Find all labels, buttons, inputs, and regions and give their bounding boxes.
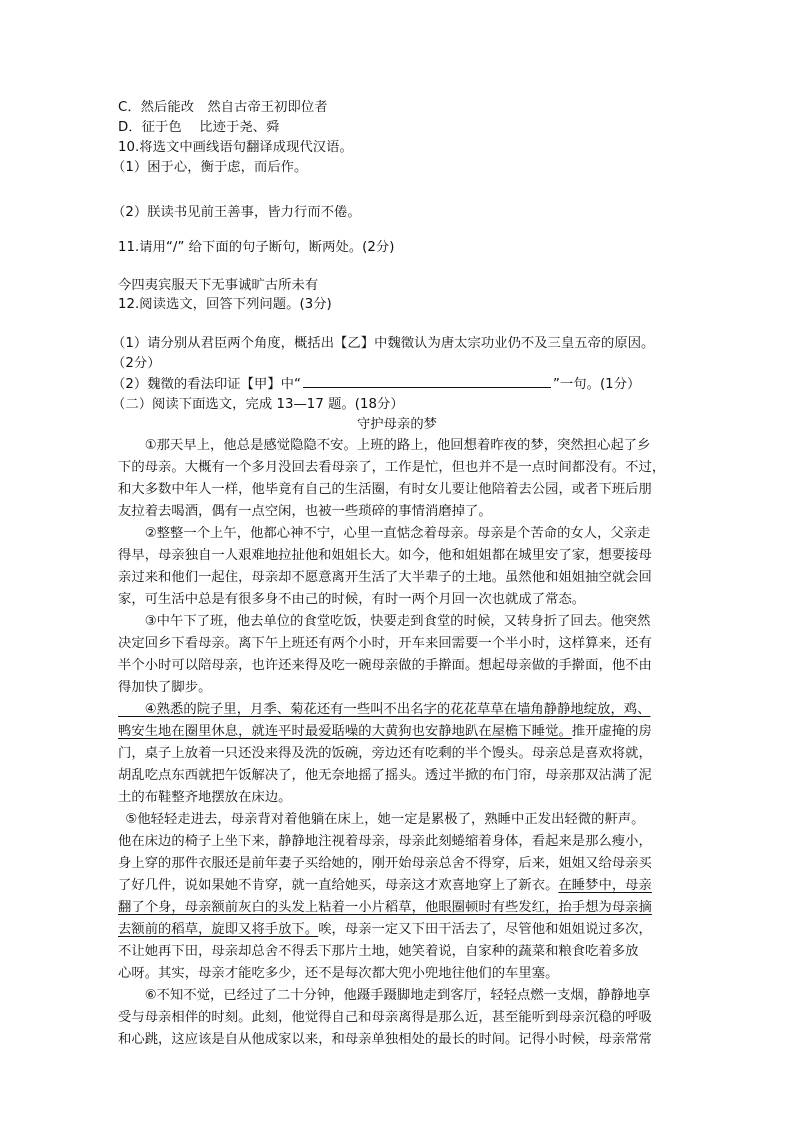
passage-line: ③中午下了班，他去单位的食堂吃饭，快要走到食堂的时候，又转身折了回去。他突然 xyxy=(118,614,651,629)
q12-sub2-before: （2）魏徵的看法印证【甲】中“ xyxy=(112,377,301,392)
passage-line: 得加快了脚步。 xyxy=(118,680,212,695)
passage-line-mixed xyxy=(118,722,652,742)
q12-sub1-line2: （2分） xyxy=(112,356,161,371)
passage-line: 土的布鞋整齐地摆放在床边。 xyxy=(118,790,292,805)
passage-underlined-segment: 去额前的稻草，旋即又将手放下。 xyxy=(118,922,319,937)
passage-line: ①那天早上，他总是感觉隐隐不安。上班的路上，他回想着昨夜的梦，突然担心起了乡 xyxy=(118,438,651,453)
passage-line-mixed xyxy=(118,920,652,940)
passage-underlined-segment: 在睡梦中，母亲 xyxy=(558,878,652,893)
q12-stem: 12.阅读选文，回答下列问题。(3分) xyxy=(118,297,332,312)
passage-underlined-segment: 鸭安生地在圈里休息，就连平时最爱聒噪的大黄狗也安静地趴在屋檐下睡觉。 xyxy=(118,724,572,739)
passage-title: 守护母亲的梦 xyxy=(356,417,438,432)
passage-line: 心呀。其实，母亲才能吃多少，还不是每次都大兜小兜地往他们的车里塞。 xyxy=(118,966,559,981)
q10-sub1: （1）困于心，衡于虑，而后作。 xyxy=(112,160,308,175)
passage-line: ⑤他轻轻走进去，母亲背对着他躺在床上，她一定是累极了，熟睡中正发出轻微的鼾声。 xyxy=(112,812,645,827)
passage-line: 胡乱吃点东西就把午饭解决了，他无奈地摇了摇头。透过半掀的布门帘，母亲那双沾满了泥 xyxy=(118,768,652,783)
passage-line: 得早，母亲独自一人艰难地拉扯他和姐姐长大。如今，他和姐姐都在城里安了家，想要接母 xyxy=(118,548,652,563)
passage-line: 家，可生活中总是有很多身不由己的时候，有时一两个月回一次也就成了常态。 xyxy=(118,592,586,607)
q12-sub1-line1: （1）请分别从君臣两个角度，概括出【乙】中魏徵认为唐太宗功业仍不及三皇五帝的原因。 xyxy=(112,336,655,351)
passage-plain-segment: 了好几件，说如果她不肯穿，就一直给她买，母亲这才欢喜地穿上了新衣。 xyxy=(118,878,559,893)
passage-line-mixed xyxy=(118,876,652,896)
passage-line: ②整整一个上午，他都心神不宁，心里一直惦念着母亲。母亲是个苦命的女人，父亲走 xyxy=(118,526,651,541)
answer-blank[interactable] xyxy=(303,375,551,388)
passage-line: 半个小时可以陪母亲，也许还来得及吃一碗母亲做的手擀面。想起母亲做的手擀面，他不由 xyxy=(118,658,652,673)
passage-line-underlined: ④熟悉的院子里，月季、菊花还有一些叫不出名字的花花草草在墙角静静地绽放，鸡、 xyxy=(118,702,651,717)
q9-option-d: D．征于色 比迹于尧、舜 xyxy=(118,120,280,135)
q12-sub2-after: ”一句。(1分） xyxy=(552,377,641,392)
passage-line: 他在床边的椅子上坐下来，静静地注视着母亲，母亲此刻蜷缩着身体，看起来是那么瘦小， xyxy=(118,834,652,849)
q11-sentence: 今四夷宾服天下无事诚旷古所未有 xyxy=(118,278,319,293)
q9-option-c: C．然后能改 然自古帝王初即位者 xyxy=(118,100,328,115)
passage-line: 决定回乡下看母亲。离下午上班还有两个小时，开车来回需要一个半小时，这样算来，还有 xyxy=(118,636,652,651)
section2-stem: （二）阅读下面选文，完成 13—17 题。(18分） xyxy=(112,397,404,412)
passage-line: ⑥不知不觉，已经过了二十分钟，他蹑手蹑脚地走到客厅，轻轻点燃一支烟，静静地享 xyxy=(118,988,651,1003)
q10-sub2: （2）朕读书见前王善事，皆力行而不倦。 xyxy=(112,205,361,220)
passage-line: 门，桌子上放着一只还没来得及洗的饭碗，旁边还有吃剩的半个馒头。母亲总是喜欢将就， xyxy=(118,746,652,761)
passage-plain-segment: 推开虚掩的房 xyxy=(571,724,652,739)
passage-line-underlined: 翻了个身，母亲额前灰白的头发上粘着一小片稻草，他眼圈顿时有些发红，抬手想为母亲摘 xyxy=(118,900,652,915)
passage-line: 受与母亲相伴的时刻。此刻，他觉得自己和母亲离得是那么近，甚至能听到母亲沉稳的呼吸 xyxy=(118,1010,652,1025)
passage-line: 亲过来和他们一起住，母亲却不愿意离开生活了大半辈子的土地。虽然他和姐姐抽空就会回 xyxy=(118,570,652,585)
q11-stem: 11.请用“/” 给下面的句子断句，断两处。(2分) xyxy=(118,240,395,255)
passage-line: 友拉着去喝酒，偶有一点空闲，也被一些琐碎的事情消磨掉了。 xyxy=(118,504,492,519)
passage-line: 不让她再下田，母亲却总舍不得丢下那片土地，她笑着说，自家种的蔬菜和粮食吃着多放 xyxy=(118,944,639,959)
passage-line: 和大多数中年人一样，他毕竟有自己的生活圈，有时女儿要让他陪着去公园，或者下班后朋 xyxy=(118,482,652,497)
passage-line: 身上穿的那件衣服还是前年妻子买给她的，刚开始母亲总舍不得穿，后来，姐姐又给母亲买 xyxy=(118,856,652,871)
q12-sub2 xyxy=(112,375,640,395)
passage-line: 和心跳，这应该是自从他成家以来，和母亲单独相处的最长的时间。记得小时候，母亲常常 xyxy=(118,1032,652,1047)
q10-stem: 10.将选文中画线语句翻译成现代汉语。 xyxy=(118,140,353,155)
passage-plain-segment: 唉，母亲一定又下田干活去了，尽管他和姐姐说过多次， xyxy=(318,922,652,937)
passage-line: 下的母亲。大概有一个多月没回去看母亲了，工作是忙，但也并不是一点时间都没有。不过， xyxy=(118,460,666,475)
